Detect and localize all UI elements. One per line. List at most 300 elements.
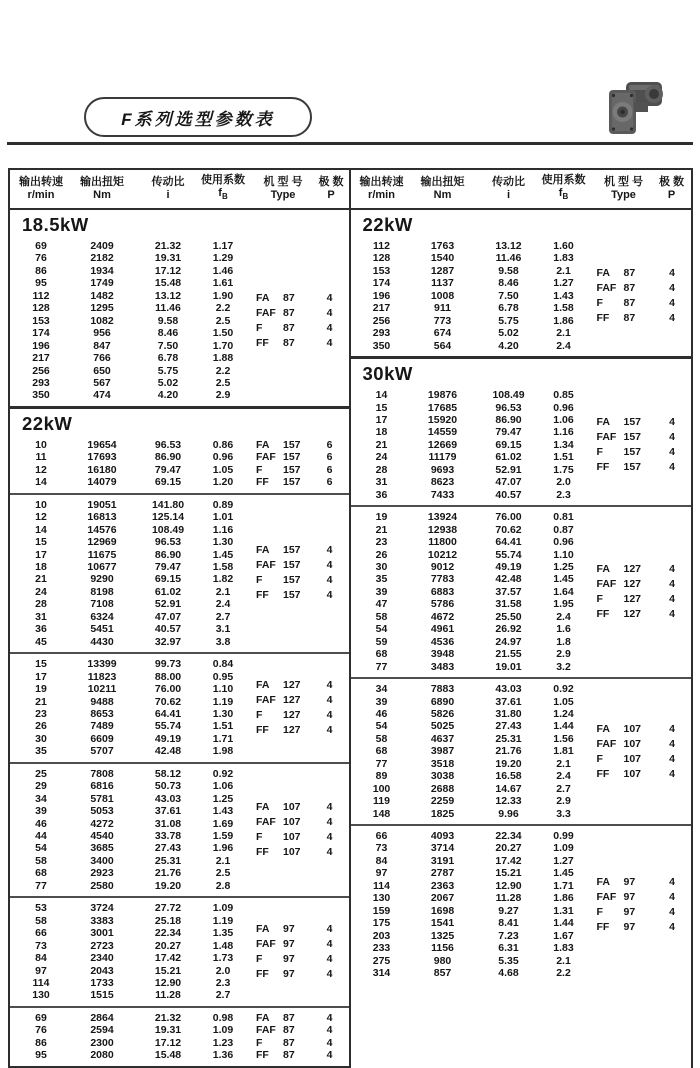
type-row (597, 890, 684, 905)
service-factor-value: 0.96 (212, 451, 234, 464)
torque-value: 1325 (430, 929, 455, 942)
rpm-value: 217 (32, 352, 50, 365)
service-factor-value: 1.75 (553, 463, 574, 476)
ratio-value: 17.12 (154, 1036, 182, 1049)
rpm-value: 100 (372, 782, 391, 795)
table-row (351, 511, 692, 523)
ratio-value: 4.20 (498, 339, 519, 352)
table-row (10, 511, 349, 523)
service-factor-value: 1.35 (212, 927, 234, 940)
rpm-value: 24 (375, 451, 388, 464)
service-factor-value: 2.4 (215, 598, 231, 611)
rpm-value: 15 (375, 401, 388, 414)
ratio-value: 42.48 (495, 573, 522, 586)
type-size: 157 (283, 476, 301, 489)
service-factor-value: 1.30 (212, 707, 234, 720)
data-block (351, 236, 692, 356)
column-header-unit: i (506, 189, 511, 201)
pole-count: 4 (326, 1049, 333, 1062)
torque-value: 4540 (90, 830, 114, 843)
ratio-value: 21.32 (154, 240, 182, 252)
type-size: 107 (623, 737, 642, 750)
torque-value: 1137 (431, 277, 454, 290)
type-size: 87 (623, 297, 636, 310)
service-factor-value: 0.99 (553, 830, 574, 843)
type-group (256, 1012, 341, 1062)
torque-value: 2067 (430, 892, 455, 905)
service-factor-value: 1.05 (553, 695, 574, 708)
service-factor-value: 2.5 (215, 314, 231, 327)
torque-value: 11675 (87, 548, 117, 561)
rpm-value: 196 (372, 289, 391, 302)
table-row (351, 696, 692, 708)
rpm-value: 12 (35, 463, 47, 476)
torque-value: 19051 (87, 498, 117, 511)
rpm-value: 35 (35, 745, 47, 758)
torque-value: 1515 (90, 989, 114, 1002)
table-row (10, 365, 349, 377)
rpm-value: 19 (35, 683, 47, 696)
service-factor-value: 1.51 (553, 451, 574, 464)
torque-value: 857 (433, 967, 452, 980)
table-row (10, 780, 349, 792)
torque-value: 847 (93, 339, 111, 352)
torque-value: 1934 (90, 264, 114, 277)
service-factor-value: 1.10 (553, 548, 574, 561)
data-block (10, 435, 349, 493)
type-row (256, 476, 341, 488)
rpm-value: 233 (372, 942, 391, 955)
ratio-value: 5.02 (498, 327, 519, 340)
type-group (597, 875, 684, 935)
rpm-value: 17 (35, 548, 47, 561)
type-model: FF (256, 846, 269, 859)
rpm-value: 73 (375, 842, 388, 855)
torque-value: 3724 (90, 902, 114, 915)
service-factor-value: 3.1 (215, 623, 231, 636)
ratio-value: 14.67 (495, 782, 522, 795)
torque-value: 1825 (430, 807, 455, 820)
power-section (10, 210, 349, 406)
torque-value: 2723 (90, 939, 114, 952)
power-section (351, 356, 692, 983)
torque-value: 13399 (87, 658, 117, 671)
pole-count: 4 (326, 574, 333, 587)
pole-count: 4 (669, 905, 675, 918)
type-size: 127 (623, 563, 642, 576)
table-row (10, 352, 349, 364)
ratio-value: 8.46 (498, 277, 519, 290)
rpm-value: 21 (35, 695, 47, 708)
pole-count: 4 (326, 678, 333, 691)
type-model: F (256, 831, 263, 844)
rpm-value: 23 (375, 536, 388, 549)
ratio-value: 43.03 (495, 683, 522, 696)
service-factor-value: 1.44 (553, 720, 574, 733)
ratio-value: 70.62 (154, 695, 182, 708)
type-row (597, 296, 684, 311)
ratio-value: 7.50 (157, 339, 179, 352)
table-column-left (10, 170, 351, 1068)
type-size: 87 (623, 267, 636, 280)
type-row (597, 445, 684, 460)
table-row (10, 658, 349, 670)
table-row (10, 902, 349, 914)
ratio-value: 52.91 (154, 598, 182, 611)
ratio-value: 13.12 (495, 240, 522, 252)
ratio-value: 5.02 (157, 376, 179, 389)
service-factor-value: 0.95 (212, 670, 234, 683)
column-header-zh: 输出转速 (359, 175, 404, 188)
table-row (351, 327, 692, 339)
type-model: FAF (256, 1024, 276, 1037)
header-divider (7, 142, 693, 145)
type-row (597, 607, 684, 622)
ratio-value: 22.34 (495, 830, 522, 843)
type-size: 107 (283, 846, 301, 859)
rpm-value: 10 (35, 498, 47, 511)
type-row (256, 439, 341, 451)
column-header (318, 176, 344, 203)
type-model: F (256, 953, 263, 966)
ratio-value: 19.01 (495, 660, 522, 673)
column-header-unit: Type (270, 189, 296, 201)
rpm-value: 12 (35, 511, 47, 524)
ratio-value: 20.27 (154, 939, 182, 952)
data-block (10, 896, 349, 1006)
table-row (351, 795, 692, 807)
rpm-value: 24 (35, 585, 47, 598)
rpm-value: 86 (35, 264, 47, 277)
rpm-value: 14 (375, 389, 388, 402)
type-model: FA (596, 563, 610, 576)
pole-count: 4 (669, 890, 675, 903)
table-row (10, 252, 349, 264)
type-size: 87 (283, 1049, 295, 1062)
type-group (597, 415, 684, 475)
service-factor-value: 1.43 (553, 289, 574, 302)
ratio-value: 9.27 (498, 904, 519, 917)
type-row (256, 678, 341, 693)
type-model: FA (256, 923, 270, 936)
rpm-value: 77 (375, 660, 388, 673)
torque-value: 1541 (430, 917, 455, 930)
column-header-zh: 机 型 号 (603, 175, 644, 188)
type-model: F (256, 321, 263, 334)
service-factor-value: 2.7 (215, 610, 231, 623)
masthead (0, 0, 700, 142)
ratio-value: 86.90 (154, 548, 182, 561)
service-factor-value: 2.0 (215, 964, 231, 977)
table-row (351, 855, 692, 867)
type-model: FAF (256, 938, 276, 951)
pole-count: 4 (326, 938, 333, 951)
pole-count: 6 (326, 438, 333, 451)
rpm-value: 174 (372, 277, 391, 290)
type-model: F (256, 708, 263, 721)
rpm-value: 58 (35, 914, 47, 927)
table-row (351, 683, 692, 695)
data-block (10, 493, 349, 652)
column-header-zh: 极 数 (318, 175, 344, 188)
type-model: FAF (596, 578, 617, 591)
torque-value: 6883 (430, 585, 455, 598)
service-factor-value: 2.1 (215, 585, 231, 598)
rpm-value: 29 (35, 780, 47, 793)
rpm-value: 68 (375, 648, 388, 661)
ratio-value: 76.00 (495, 511, 522, 524)
type-size: 87 (623, 282, 636, 295)
torque-value: 1482 (90, 289, 114, 302)
rpm-value: 66 (35, 927, 47, 940)
service-factor-value: 2.3 (215, 977, 231, 990)
ratio-value: 19.31 (154, 1024, 182, 1037)
pole-count: 4 (326, 968, 333, 981)
table-row (10, 623, 349, 635)
torque-value: 10212 (427, 548, 458, 561)
torque-value: 1698 (430, 904, 455, 917)
ratio-value: 17.42 (154, 952, 182, 965)
ratio-value: 37.57 (495, 585, 522, 598)
type-row (597, 415, 684, 430)
power-section (351, 210, 692, 356)
rpm-value: 47 (375, 598, 388, 611)
torque-value: 3400 (90, 854, 114, 867)
torque-value: 773 (433, 314, 452, 327)
torque-value: 3714 (430, 842, 455, 855)
pole-count: 4 (326, 953, 333, 966)
service-factor-value: 0.89 (212, 498, 234, 511)
torque-value: 2259 (430, 795, 455, 808)
torque-value: 911 (434, 302, 451, 315)
rpm-value: 39 (375, 695, 388, 708)
type-model: FA (256, 1011, 270, 1024)
type-row (597, 562, 684, 577)
rpm-value: 153 (32, 314, 50, 327)
torque-value: 1287 (430, 264, 455, 277)
service-factor-value: 1.83 (553, 942, 574, 955)
rpm-value: 17 (375, 413, 388, 426)
torque-value: 12938 (427, 523, 458, 536)
type-model: FF (596, 461, 610, 474)
type-model: F (596, 752, 603, 765)
ratio-value: 6.78 (157, 352, 179, 365)
column-header-zh: 极 数 (658, 175, 685, 188)
torque-value: 3518 (430, 757, 455, 770)
type-size: 87 (283, 1024, 295, 1037)
ratio-value: 12.90 (154, 977, 182, 990)
torque-value: 6609 (90, 732, 114, 745)
rpm-value: 293 (32, 376, 50, 389)
ratio-value: 20.27 (495, 842, 522, 855)
rpm-value: 23 (35, 707, 47, 720)
type-size: 127 (283, 708, 301, 721)
type-row (256, 967, 341, 982)
rpm-value: 58 (35, 854, 47, 867)
torque-value: 4637 (430, 732, 455, 745)
rpm-value: 36 (35, 623, 47, 636)
ratio-value: 58.12 (154, 767, 182, 780)
torque-value: 14559 (427, 426, 458, 439)
type-model: FF (256, 336, 269, 349)
pole-count: 4 (326, 816, 333, 829)
rpm-value: 217 (372, 302, 391, 315)
type-model: FA (256, 678, 270, 691)
rpm-value: 54 (375, 623, 388, 636)
service-factor-value: 1.09 (212, 1024, 234, 1037)
table-row (351, 389, 692, 401)
ratio-value: 5.35 (498, 954, 519, 967)
rpm-value: 68 (375, 745, 388, 758)
column-header (407, 176, 479, 203)
pole-count: 4 (326, 321, 333, 334)
type-size: 97 (623, 875, 636, 888)
table-row (351, 783, 692, 795)
type-row (256, 693, 341, 708)
service-factor-value: 1.71 (212, 732, 234, 745)
ratio-value: 47.07 (495, 476, 522, 489)
table-row (351, 623, 692, 635)
column-header (539, 174, 589, 204)
ratio-value: 55.74 (495, 548, 522, 561)
type-row (256, 291, 341, 306)
rpm-value: 112 (373, 240, 390, 252)
table-row (10, 880, 349, 892)
torque-value: 12669 (427, 438, 458, 451)
rpm-value: 11 (35, 451, 47, 464)
table-row (351, 340, 692, 352)
pole-count: 4 (669, 593, 675, 606)
pole-count: 4 (669, 431, 675, 444)
ratio-value: 27.43 (154, 842, 182, 855)
ratio-value: 15.21 (154, 964, 182, 977)
rpm-value: 77 (375, 757, 388, 770)
rpm-value: 69 (35, 240, 47, 252)
service-factor-value: 1.86 (553, 892, 574, 905)
type-size: 107 (283, 831, 301, 844)
table-row (351, 636, 692, 648)
ratio-value: 19.20 (495, 757, 522, 770)
table-row (10, 240, 349, 252)
ratio-value: 49.19 (154, 732, 182, 745)
ratio-value: 9.96 (498, 807, 519, 820)
type-row (597, 722, 684, 737)
pole-count: 4 (326, 923, 333, 936)
type-size: 97 (623, 920, 636, 933)
type-row (597, 737, 684, 752)
ratio-value: 141.80 (151, 498, 185, 511)
torque-value: 650 (93, 364, 111, 377)
ratio-value: 61.02 (154, 585, 182, 598)
rpm-value: 175 (372, 917, 391, 930)
table-body (10, 210, 349, 1068)
type-model: FF (256, 589, 269, 602)
data-block (351, 385, 692, 505)
pole-count: 4 (326, 693, 333, 706)
ratio-value: 12.33 (495, 795, 522, 808)
pole-count: 4 (669, 446, 675, 459)
table-row (10, 867, 349, 879)
rpm-value: 76 (35, 1024, 47, 1037)
service-factor-value: 1.34 (553, 438, 574, 451)
service-factor-value: 1.30 (212, 536, 234, 549)
type-group (256, 678, 341, 738)
pole-count: 4 (326, 336, 333, 349)
torque-value: 4430 (90, 635, 114, 648)
rpm-value: 31 (375, 476, 388, 489)
torque-value: 5707 (90, 745, 114, 758)
ratio-value: 64.41 (154, 707, 182, 720)
service-factor-value: 1.90 (212, 289, 234, 302)
service-factor-value: 1.24 (553, 707, 574, 720)
ratio-value: 70.62 (495, 523, 522, 536)
type-row (597, 577, 684, 592)
pole-count: 4 (669, 578, 675, 591)
ratio-value: 31.08 (154, 817, 182, 830)
table-row (351, 842, 692, 854)
ratio-value: 43.03 (154, 792, 182, 805)
power-heading: 22kW (22, 412, 73, 434)
type-model: F (596, 905, 603, 918)
service-factor-value: 0.96 (553, 536, 574, 549)
ratio-value: 5.75 (157, 364, 179, 377)
torque-value: 3001 (90, 927, 114, 940)
type-model: FF (596, 312, 610, 325)
pole-count: 4 (669, 737, 675, 750)
ratio-value: 79.47 (495, 426, 522, 439)
rpm-value: 54 (35, 842, 47, 855)
service-factor-value: 0.98 (212, 1011, 234, 1024)
type-size: 107 (623, 722, 642, 735)
torque-value: 3685 (90, 842, 114, 855)
rpm-value: 34 (375, 683, 388, 696)
ratio-value: 8.41 (498, 917, 519, 930)
type-size: 107 (623, 767, 642, 780)
rpm-value: 18 (35, 560, 47, 573)
service-factor-value: 1.19 (212, 914, 234, 927)
rpm-value: 130 (372, 892, 391, 905)
service-factor-value: 1.01 (212, 511, 234, 524)
torque-value: 16813 (87, 511, 117, 524)
torque-value: 12969 (87, 536, 117, 549)
service-factor-value: 1.73 (212, 952, 234, 965)
torque-value: 7783 (430, 573, 455, 586)
table-body (351, 210, 692, 1068)
table-column-right (351, 170, 692, 1068)
type-row (256, 1037, 341, 1049)
type-model: FA (256, 438, 270, 451)
torque-value: 1008 (430, 289, 455, 302)
column-header-unit: $f_B$ (558, 187, 569, 202)
torque-value: 9488 (90, 695, 114, 708)
ratio-value: 32.97 (154, 635, 182, 648)
rpm-value: 89 (375, 770, 388, 783)
rpm-value: 14 (35, 476, 47, 489)
rpm-value: 18 (375, 426, 388, 439)
type-size: 157 (623, 416, 642, 429)
ratio-value: 108.49 (151, 523, 185, 536)
rpm-value: 28 (35, 598, 47, 611)
pole-count: 4 (326, 723, 333, 736)
rpm-value: 314 (372, 967, 391, 980)
type-model: F (256, 574, 263, 587)
service-factor-value: 1.58 (553, 302, 574, 315)
torque-value: 14576 (87, 523, 117, 536)
type-group (256, 291, 341, 351)
torque-value: 17685 (427, 401, 458, 414)
type-row (256, 588, 341, 603)
ratio-value: 7.23 (498, 929, 519, 942)
